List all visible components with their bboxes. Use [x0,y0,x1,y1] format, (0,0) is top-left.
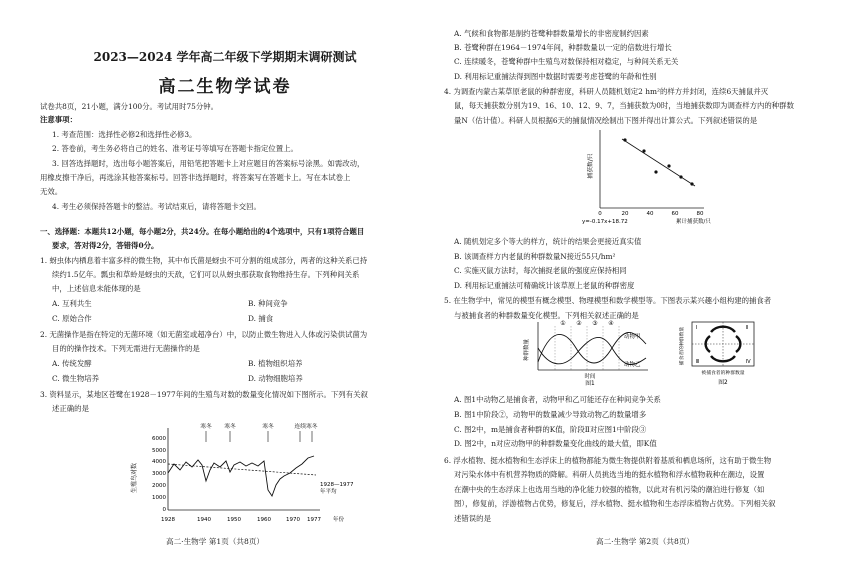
mouse-chart-xtick: 60 [671,211,679,217]
heron-chart-ytick: 0 [162,507,166,513]
q4-stem-1: 4. 为调查内蒙古某草原老鼠的种群密度，科研人员随机划定2 hm²的样方并封闭，连续6天捕鼠并灭 [444,87,769,96]
heron-chart-xlabel: 年份 [333,517,345,523]
q3-stem-1: 3. 资料显示，某地区苍鹭在1928－1977年间的生殖鸟对数的数量变化情况如下图所示。下列有关叙 [40,390,368,399]
heron-chart-xtick: 1970 [286,517,300,523]
fig1-ylabel: 种群数量 [524,338,530,362]
mouse-data-point [623,138,626,141]
mouse-chart-xtick: 0 [598,211,602,217]
mouse-chart-xlabel: 累计捕获数/只 [676,219,711,225]
fig1-stage: ③ [592,320,598,327]
q1-stem-1: 1. 蚜虫体内栖息着丰富多样的微生物，其中布氏菌是蚜虫不可分割的组成部分，两者的这种关系已持 [40,256,368,265]
fig1-label-animal-jia: 动物甲 [624,334,641,340]
q3-option-b[interactable]: B. 苍鹭种群在1964－1974年间，种群数量以一定的倍数进行增长 [454,43,672,52]
heron-chart-ytick: 6000 [152,436,166,442]
mouse-data-point [654,170,657,173]
heron-chart-xtick: 1928 [161,517,175,523]
heron-chart [130,418,360,530]
q4-stem-2: 鼠，每天捕获数分别为19、16、10、12、9、7，当捕获数为0时，当地捕获数即为调查样方内的种群数 [454,101,794,110]
section-heading-cont: 要求，答对得2分，答错得0分。 [52,241,159,250]
q4-stem-3: 量N（估计值）。科研人员根据6天的捕鼠情况绘制出下图并得出计算公式。下列叙述错误的是 [454,116,758,125]
q5-option-a[interactable]: A. 图1中动物乙是捕食者，动物甲和乙可能还存在种间竞争关系 [454,395,661,404]
q3-option-d[interactable]: D. 利用标记重捕法得到图中数据时需要考虑苍鹭的年龄和性别 [454,72,657,81]
q2-option-a[interactable]: A. 传统发酵 [52,359,92,368]
q1-stem-3: 中，上述信息未能体现的是 [52,284,141,293]
heron-chart-xtick: 1940 [197,517,211,523]
fig2-caption: 图2 [718,380,728,386]
mouse-chart [580,126,730,228]
fig2-quadrant: Ⅲ [696,359,700,365]
mouse-data-point [667,164,670,167]
heron-chart-xtick: 1960 [257,517,271,523]
paper-title: 高二生物学试卷 [158,77,292,97]
fig2-ylabel: 捕食者的种群数量 [680,326,685,366]
heron-annotation-cold-winter: 寒冬 [224,424,236,430]
q5-figure-2 [678,318,768,386]
notice-3: 3. 回答选择题时，选出每小题答案后，用铅笔把答题卡上对应题目的答案标号涂黑。如需改动， [52,159,365,168]
heron-chart-ytick: 5000 [152,448,166,454]
notice-2: 2. 答卷前，考生务必将自己的姓名、准考证号等填写在答题卡指定位置上。 [52,144,298,153]
fig1-xlabel: 时间 [584,374,596,380]
mouse-data-point [690,182,693,185]
fig1-caption: 图1 [585,381,595,386]
q2-option-b[interactable]: B. 植物组织培养 [248,359,303,368]
heron-chart-xtick: 1977 [307,517,321,523]
notice-4: 4. 考生必须保持答题卡的整洁。考试结束后，请将答题卡交回。 [52,202,261,211]
fig2-quadrant: Ⅱ [746,325,749,331]
q3-option-c[interactable]: C. 连续暖冬，苍鹭种群中生殖鸟对数保持相对稳定，与种间关系无关 [454,57,679,66]
q2-option-d[interactable]: D. 动物细胞培养 [248,374,303,383]
q1-option-a[interactable]: A. 互利共生 [52,299,92,308]
q6-stem-3: 在潮中央的生态浮床上也选用当地的净化能力较强的植物，以此对有机污染的潮泊进行修复（如 [454,485,765,494]
q5-stem-2: 与被捕食者的种群数量变化模型。下列相关叙述正确的是 [454,311,639,320]
fig2-quadrant: Ⅰ [696,325,698,331]
right-page-footer: 高二·生物学 第2页（共8页） [595,537,695,546]
mouse-chart-xtick: 40 [646,211,654,217]
q5-option-c[interactable]: C. 图2中，m是捕食者种群的K值，阶段Ⅱ对应图1中阶段③ [454,425,647,434]
left-page-footer: 高二·生物学 第1页（共8页） [165,537,265,546]
notice-heading: 注意事项： [40,115,77,124]
q1-stem-2: 续约1.5亿年。瓢虫和草蛉是蚜虫的天敌，它们可以从蚜虫那获取食物维持生存。下列种间关系 [52,270,360,279]
heron-annotation-cold-winter: 寒冬 [200,424,212,430]
q5-option-d[interactable]: D. 图2中，n对应动物甲的种群数量变化曲线的最大值，即K值 [454,439,657,448]
q4-option-c[interactable]: C. 实施灭鼠方法时，每次捕捉老鼠的强度应保持相同 [454,266,627,275]
q1-option-b[interactable]: B. 种间竞争 [248,299,288,308]
q4-option-a[interactable]: A. 随机划定多个等大的样方，统计的结果会更接近真实值 [454,237,642,246]
exam-intro: 试卷共8页，21小题，满分100分。考试用时75分钟。 [40,102,219,111]
q5-figure-1 [520,318,660,386]
notice-3-cont: 用橡皮擦干净后，再选涂其他答案标号。回答非选择题时，将答案写在答题卡上。写在本试卷上 [40,173,351,182]
notice-1: 1. 考查范围：选择性必修2和选择性必修3。 [52,130,197,139]
mouse-data-point [679,175,682,178]
mouse-chart-equation: y=-0.17x+18.72 [582,219,628,225]
heron-population-line [168,456,314,496]
fig1-curve-animal-yi [538,337,646,364]
heron-chart-ytick: 3000 [152,471,166,477]
fig1-stage: ① [560,320,566,327]
heron-chart-ytick: 2000 [152,483,166,489]
exam-title: 2023—2024 学年高二年级下学期期末调研测试 [93,50,357,64]
fig1-stage: ② [576,320,582,327]
heron-chart-ylabel: 生殖鸟对数 [131,462,138,494]
right-page [430,0,860,567]
q2-stem-2: 目的的操作技术。下列无需进行无菌操作的是 [52,344,200,353]
mouse-chart-xtick: 20 [621,211,629,217]
fig1-label-animal-yi: 动物乙 [624,362,641,368]
q1-option-c[interactable]: C. 原始合作 [52,314,92,323]
heron-average-label: 1928—1977 年平均 [320,482,354,495]
q4-option-d[interactable]: D. 利用标记重捕法可精确统计该草原上老鼠的种群密度 [454,281,635,290]
q5-stem-1: 5. 在生物学中，常见的模型有概念模型、物理模型和数学模型等。下图表示某兴趣小组构建的捕食者 [444,296,772,305]
heron-chart-ytick: 4000 [152,459,166,465]
mouse-chart-xtick: 80 [696,211,704,217]
fig2-xlabel: 被捕食者的种群数量 [701,371,745,376]
q5-option-b[interactable]: B. 图1中阶段②，动物甲的数量减少导致动物乙的数量增多 [454,410,647,419]
q6-stem-4: 图），修复前，浮游植物占优势，修复后，浮水植物、挺水植物和生态浮床植物占优势。下列相关叙 [454,499,776,508]
q6-stem-1: 6. 浮水植物、挺水植物和生态浮床上的植物都能为微生物提供附着基质和栖息场所，这有助于微生物 [444,456,772,465]
q6-stem-2: 对污染水体中有机营养物质的降解。科研人员挑选当地的挺水植物和浮水植物栽种在潮边，设置 [454,470,765,479]
mouse-fit-line [622,139,695,186]
heron-annotation-consecutive-cold: 连续寒冬 [294,424,318,430]
fig1-stage: ④ [608,320,614,327]
q3-stem-2: 述正确的是 [52,404,89,413]
heron-chart-ytick: 1000 [152,495,166,501]
mouse-chart-ylabel: 捕获数/只 [588,153,594,179]
heron-chart-xtick: 1950 [227,517,241,523]
q1-option-d[interactable]: D. 捕食 [248,314,274,323]
q6-stem-5: 述错误的是 [454,514,491,523]
q2-option-c[interactable]: C. 微生物培养 [52,374,100,383]
mouse-data-point [642,149,645,152]
heron-annotation-cold-winter: 寒冬 [262,424,274,430]
section-heading: 一、选择题：本题共12小题，每小题2分，共24分。在每小题给出的4个选项中，只有1项符合题目 [40,227,365,236]
q4-option-b[interactable]: B. 该调查样方内老鼠的种群数量N接近55只/hm² [454,252,616,261]
fig2-quadrant: Ⅳ [746,359,751,365]
notice-3-end: 无效。 [40,187,63,196]
q2-stem-1: 2. 无菌操作是指在特定的无菌环境（如无菌室或超净台）中，以防止微生物进入人体或污染供试菌为 [40,330,368,339]
q3-option-a[interactable]: A. 气候和食物都是制约苍鹭种群数量增长的非密度制约因素 [454,29,649,38]
